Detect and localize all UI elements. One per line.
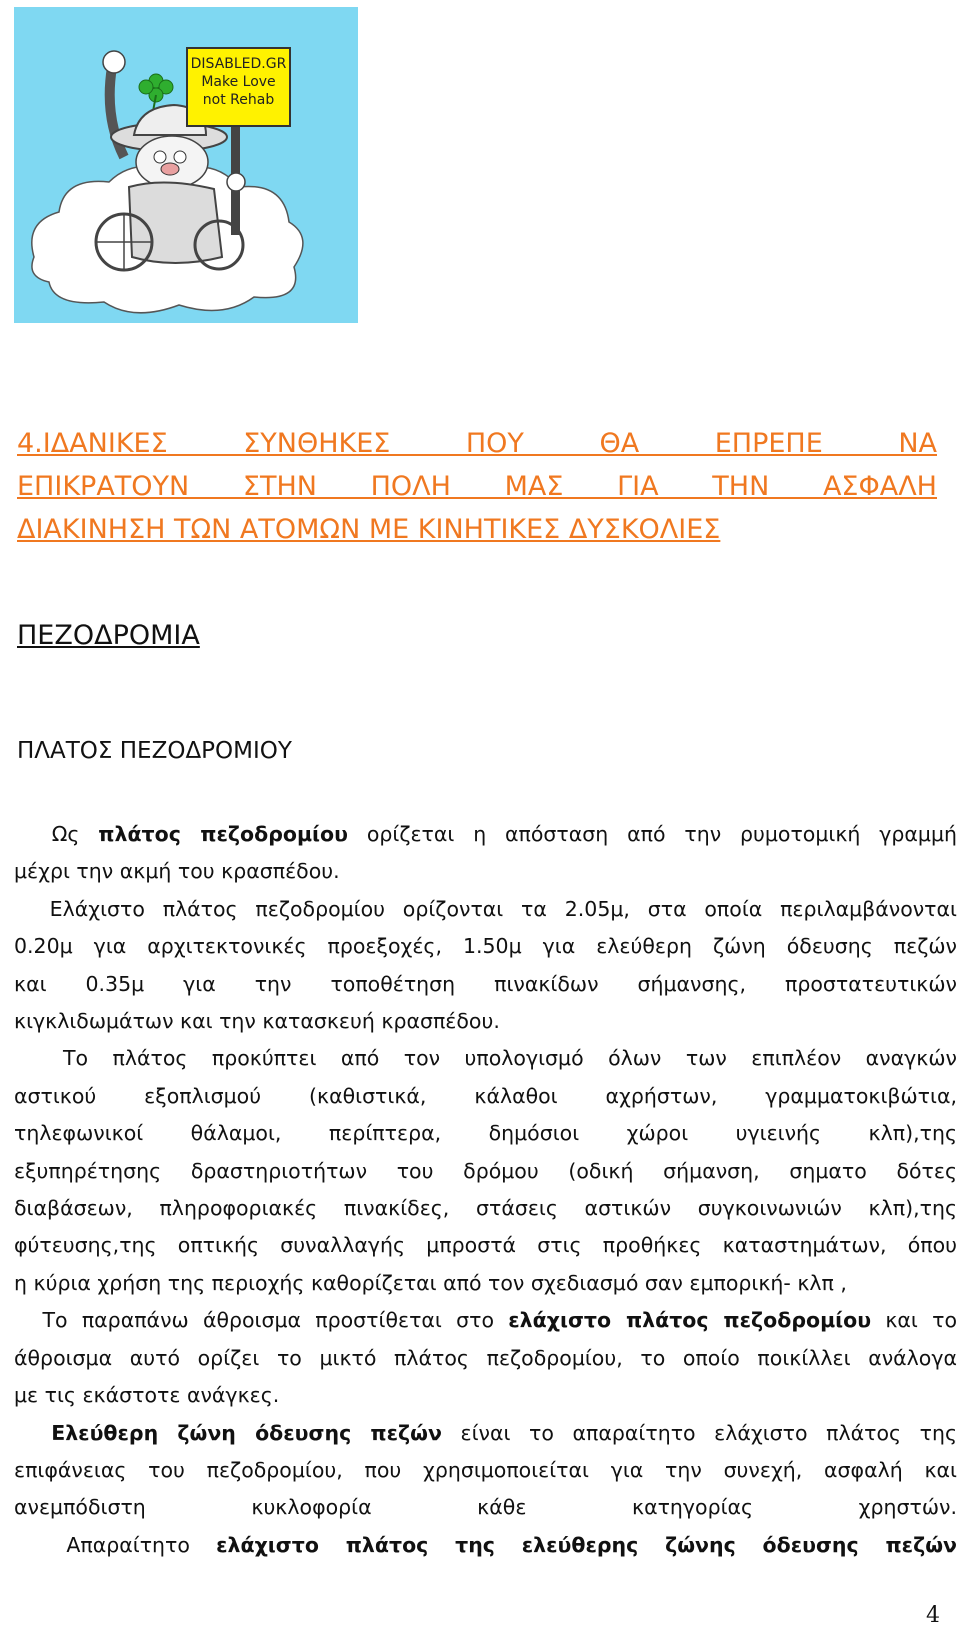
- p1-line-1: Ως πλάτος πεζοδρομίου ορίζεται η απόσταση από την ρυμοτομική γραμμή: [51, 822, 957, 846]
- p5-line-1: Ελεύθερη ζώνη όδευσης πεζών είναι το απαραίτητο ελάχιστο πλάτος της: [51, 1420, 957, 1445]
- p4-line-1: Το παραπάνω άθροισμα προστίθεται στο ελάχιστο πλάτος πεζοδρομίου και το: [42, 1308, 957, 1333]
- section-title: ΠΕΖΟΔΡΟΜΙΑ: [17, 620, 200, 651]
- p1-bold-term: πλάτος πεζοδρομίου: [98, 822, 348, 846]
- p3-line-3: τηλεφωνικοί θάλαμοι, περίπτερα, δημόσιοι χώροι υγιεινής κλπ),της: [14, 1121, 957, 1146]
- protest-sign: [186, 47, 291, 127]
- sign-line-3: not Rehab: [202, 92, 275, 108]
- heading-line-3: ΔΙΑΚΙΝΗΣΗ ΤΩΝ ΑΤΟΜΩΝ ΜΕ ΚΙΝΗΤΙΚΕΣ ΔΥΣΚΟΛΙΕΣ: [17, 514, 721, 545]
- p2-line-4: κιγκλιδωμάτων και την κατασκευή κρασπέδου.: [14, 1009, 500, 1034]
- p4-line-3: με τις εκάστοτε ανάγκες.: [14, 1383, 280, 1408]
- p2-line-3: και 0.35μ για την τοποθέτηση πινακίδων σήμανσης, προστατευτικών: [14, 971, 957, 996]
- p5-line-3: ανεμπόδιστη κυκλοφορία κάθε κατηγορίας χρηστών.: [14, 1495, 957, 1520]
- sign-line-2: Make Love: [201, 74, 276, 90]
- p2-line-2: 0.20μ για αρχιτεκτονικές προεξοχές, 1.50μ για ελεύθερη ζώνη όδευσης πεζών: [14, 934, 957, 959]
- p1-line-2: μέχρι την ακμή του κρασπέδου.: [14, 859, 340, 884]
- p3-line-7: η κύρια χρήση της περιοχής καθορίζεται από τον σχεδιασμό σαν εμπορική- κλπ ,: [14, 1270, 847, 1295]
- paragraph-width-calculation: [14, 1040, 957, 1302]
- p5-bold-term: Ελεύθερη ζώνη όδευσης πεζών: [51, 1420, 442, 1445]
- sign-line-1: DISABLED.GR: [190, 56, 287, 72]
- paragraph-mixed-width: [14, 1302, 957, 1414]
- paragraph-sidewalk-width-definition: [14, 816, 957, 891]
- p5-bold-requirement: ελάχιστο πλάτος της ελεύθερης ζώνης όδευσης πεζών: [216, 1532, 957, 1557]
- page-number: 4: [926, 1603, 940, 1628]
- p3-line-2: αστικού εξοπλισμού (καθιστικά, κάλαθοι αχρήστων, γραμματοκιβώτια,: [14, 1083, 957, 1108]
- p4-line-2: άθροισμα αυτό ορίζει το μικτό πλάτος πεζοδρομίου, το οποίο ποικίλλει ανάλογα: [14, 1345, 957, 1370]
- disabled-gr-logo: [14, 7, 358, 323]
- p3-line-4: εξυπηρέτησης δραστηριοτήτων του δρόμου (οδική σήμανση, σηματο δότες: [14, 1158, 957, 1183]
- heading-line-1: 4.ΙΔΑΝΙΚΕΣ ΣΥΝΘΗΚΕΣ ΠΟΥ ΘΑ ΕΠΡΕΠΕ ΝΑ: [17, 428, 937, 459]
- p5-line-2: επιφάνειας του πεζοδρομίου, που χρησιμοποιείται για την συνεχή, ασφαλή και: [14, 1457, 957, 1482]
- subsection-title: ΠΛΑΤΟΣ ΠΕΖΟΔΡΟΜΙΟΥ: [17, 738, 292, 764]
- paragraph-minimum-width: [14, 891, 957, 1041]
- body-text: [14, 816, 957, 1564]
- chapter-heading: [17, 422, 937, 551]
- p3-line-6: φύτευσης,της οπτικής συναλλαγής μπροστά στις προθήκες καταστημάτων, όπου: [14, 1233, 957, 1258]
- p3-line-5: διαβάσεων, πληροφοριακές πινακίδες, στάσεις αστικών συγκοινωνιών κλπ),της: [14, 1196, 957, 1221]
- p3-line-1: Το πλάτος προκύπτει από τον υπολογισμό όλων των επιπλέον αναγκών: [62, 1046, 957, 1071]
- paragraph-free-pedestrian-zone: [14, 1415, 957, 1565]
- p5-line-4: Απαραίτητο ελάχιστο πλάτος της ελεύθερης ζώνης όδευσης πεζών: [66, 1532, 957, 1557]
- p2-line-1: Ελάχιστο πλάτος πεζοδρομίου ορίζονται τα 2.05μ, στα οποία περιλαμβάνονται: [49, 896, 957, 921]
- heading-line-2: ΕΠΙΚΡΑΤΟΥΝ ΣΤΗΝ ΠΟΛΗ ΜΑΣ ΓΙΑ ΤΗΝ ΑΣΦΑΛΗ: [17, 471, 937, 502]
- p4-bold-term: ελάχιστο πλάτος πεζοδρομίου: [508, 1308, 872, 1333]
